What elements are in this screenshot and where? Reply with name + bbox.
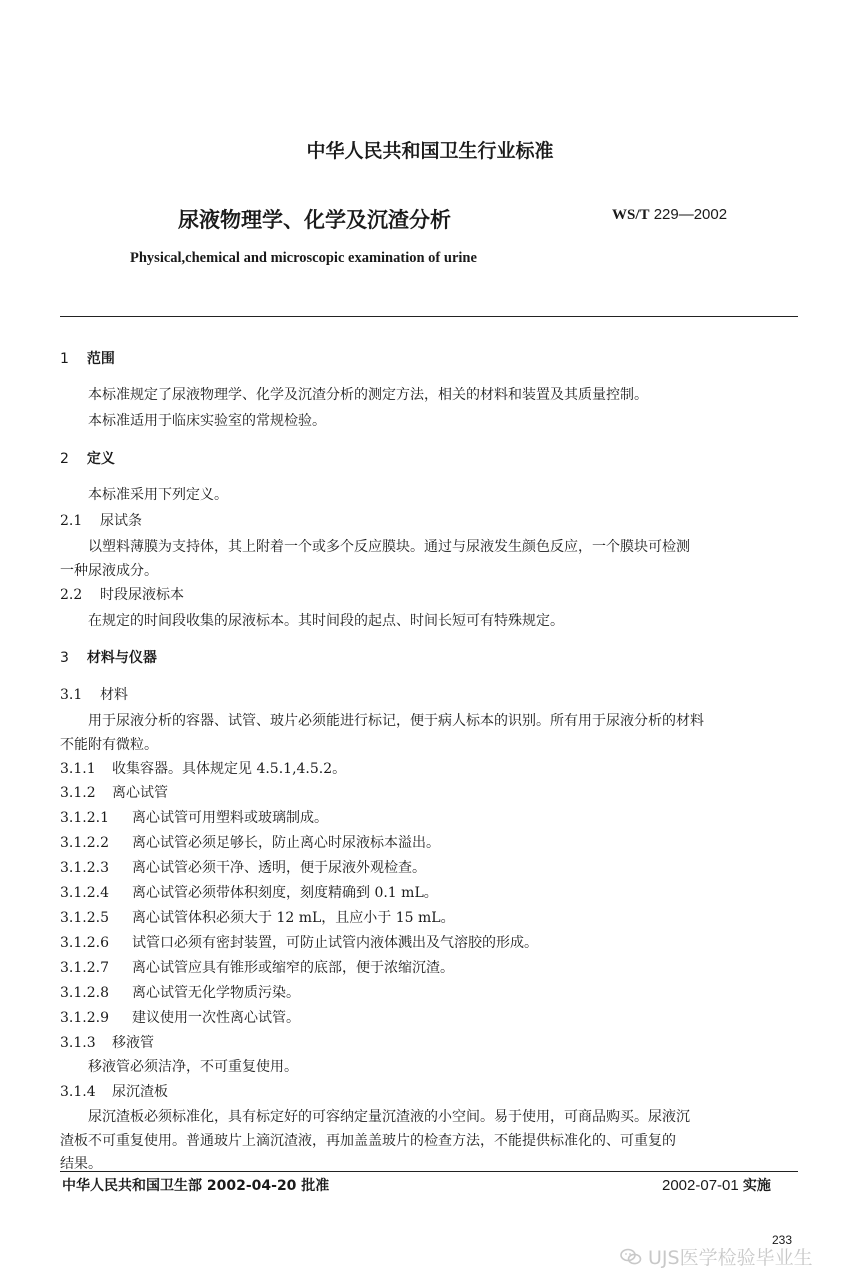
clause-text: 离心试管体积必须大于 12 mL，且应小于 15 mL。: [132, 910, 455, 926]
clause-text: 尿沉渣板: [112, 1084, 168, 1100]
header-divider: [60, 316, 798, 317]
paragraph: 用于尿液分析的容器、试管、玻片必须能进行标记，便于病人标本的识别。所有用于尿液分析的材料: [88, 713, 704, 729]
section-1-heading: [60, 348, 115, 368]
section-2-heading: [60, 448, 115, 468]
standard-code-prefix: WS/T: [612, 207, 650, 223]
wechat-icon: [620, 1248, 642, 1269]
clause-text: 离心试管可用塑料或玻璃制成。: [132, 810, 328, 826]
paragraph: 尿沉渣板必须标准化，具有标定好的可容纳定量沉渣液的小空间。易于使用，可商品购买。尿液沉: [88, 1109, 690, 1125]
subsection-number: 2.2: [60, 587, 83, 603]
section-number: 1: [60, 351, 69, 367]
paragraph: 一种尿液成分。: [60, 563, 158, 579]
document-title: 尿液物理学、化学及沉渣分析: [178, 208, 451, 232]
clause-number: 3.1.2.7: [60, 960, 109, 976]
clause-3-1-4: [60, 1081, 168, 1101]
paragraph: 以塑料薄膜为支持体，其上附着一个或多个反应膜块。通过与尿液发生颜色反应，一个膜块可检测: [88, 539, 690, 555]
list-item: [60, 1007, 300, 1027]
clause-number: 3.1.2.3: [60, 860, 109, 876]
clause-number: 3.1.2.5: [60, 910, 109, 926]
clause-number: 3.1.2.2: [60, 835, 109, 851]
subsection-label: 尿试条: [100, 513, 142, 529]
clause-text: 离心试管无化学物质污染。: [132, 985, 300, 1001]
subsection-number: 2.1: [60, 513, 83, 529]
clause-number: 3.1.2.6: [60, 935, 109, 951]
list-item: [60, 982, 300, 1002]
paragraph: 本标准规定了尿液物理学、化学及沉渣分析的测定方法，相关的材料和装置及其质量控制。: [88, 387, 648, 403]
clause-text: 收集容器。具体规定见 4.5.1,4.5.2。: [112, 761, 347, 777]
subsection-number: 3.1: [60, 687, 83, 703]
clause-text: 离心试管应具有锥形或缩窄的底部，便于浓缩沉渣。: [132, 960, 454, 976]
page-number: 233: [772, 1233, 793, 1247]
section-number: 3: [60, 650, 69, 666]
clause-number: 3.1.2: [60, 785, 96, 801]
footer-divider: [60, 1171, 798, 1172]
clause-text: 建议使用一次性离心试管。: [132, 1010, 300, 1026]
clause-3-1-3: [60, 1032, 154, 1052]
subsection-label: 时段尿液标本: [100, 587, 184, 603]
clause-number: 3.1.2.4: [60, 885, 109, 901]
clause-number: 3.1.4: [60, 1084, 96, 1100]
section-label: 材料与仪器: [86, 650, 157, 666]
paragraph: 本标准采用下列定义。: [88, 487, 228, 503]
standard-code-number: 229—2002: [653, 206, 728, 223]
subsection-2-1-heading: [60, 510, 142, 530]
standard-code: [612, 206, 727, 224]
paragraph: 移液管必须洁净，不可重复使用。: [88, 1059, 298, 1075]
clause-text: 离心试管必须干净、透明，便于尿液外观检查。: [132, 860, 426, 876]
clause-text: 离心试管必须足够长，防止离心时尿液标本溢出。: [132, 835, 440, 851]
implementation-line: [662, 1175, 771, 1195]
implementation-date: 2002-07-01: [662, 1177, 739, 1194]
clause-number: 3.1.3: [60, 1035, 96, 1051]
list-item: [60, 907, 455, 927]
list-item: [60, 832, 440, 852]
section-number: 2: [60, 451, 69, 467]
list-item: [60, 857, 426, 877]
clause-number: 3.1.2.9: [60, 1010, 109, 1026]
clause-number: 3.1.1: [60, 761, 96, 777]
list-item: [60, 957, 454, 977]
paragraph: 在规定的时间段收集的尿液标本。其时间段的起点、时间长短可有特殊规定。: [88, 613, 564, 629]
paragraph: 本标准适用于临床实验室的常规检验。: [88, 413, 326, 429]
approval-line: 中华人民共和国卫生部 2002-04-20 批准: [62, 1178, 330, 1194]
clause-text: 移液管: [112, 1035, 154, 1051]
subsection-3-1-heading: [60, 684, 128, 704]
watermark: [620, 1243, 813, 1270]
paragraph: 结果。: [60, 1156, 102, 1172]
list-item: [60, 807, 328, 827]
section-3-heading: [60, 647, 157, 667]
clause-3-1-1: [60, 758, 346, 778]
clause-number: 3.1.2.8: [60, 985, 109, 1001]
subsection-2-2-heading: [60, 584, 184, 604]
section-label: 范围: [86, 351, 115, 367]
section-label: 定义: [86, 451, 115, 467]
watermark-text: UJS医学检验毕业生: [648, 1247, 813, 1269]
list-item: [60, 882, 438, 902]
list-item: [60, 932, 538, 952]
clause-text: 试管口必须有密封装置，可防止试管内液体溅出及气溶胶的形成。: [132, 935, 538, 951]
paragraph: 渣板不可重复使用。普通玻片上滴沉渣液，再加盖盖玻片的检查方法，不能提供标准化的、可重复的: [60, 1133, 676, 1149]
clause-text: 离心试管必须带体积刻度，刻度精确到 0.1 mL。: [132, 885, 438, 901]
english-title: Physical,chemical and microscopic examination of urine: [130, 250, 477, 266]
issuing-organization: 中华人民共和国卫生行业标准: [306, 140, 554, 162]
clause-number: 3.1.2.1: [60, 810, 109, 826]
paragraph: 不能附有微粒。: [60, 737, 158, 753]
clause-3-1-2: [60, 782, 168, 802]
clause-text: 离心试管: [112, 785, 168, 801]
subsection-label: 材料: [100, 687, 128, 703]
implementation-label: 实施: [742, 1178, 771, 1194]
